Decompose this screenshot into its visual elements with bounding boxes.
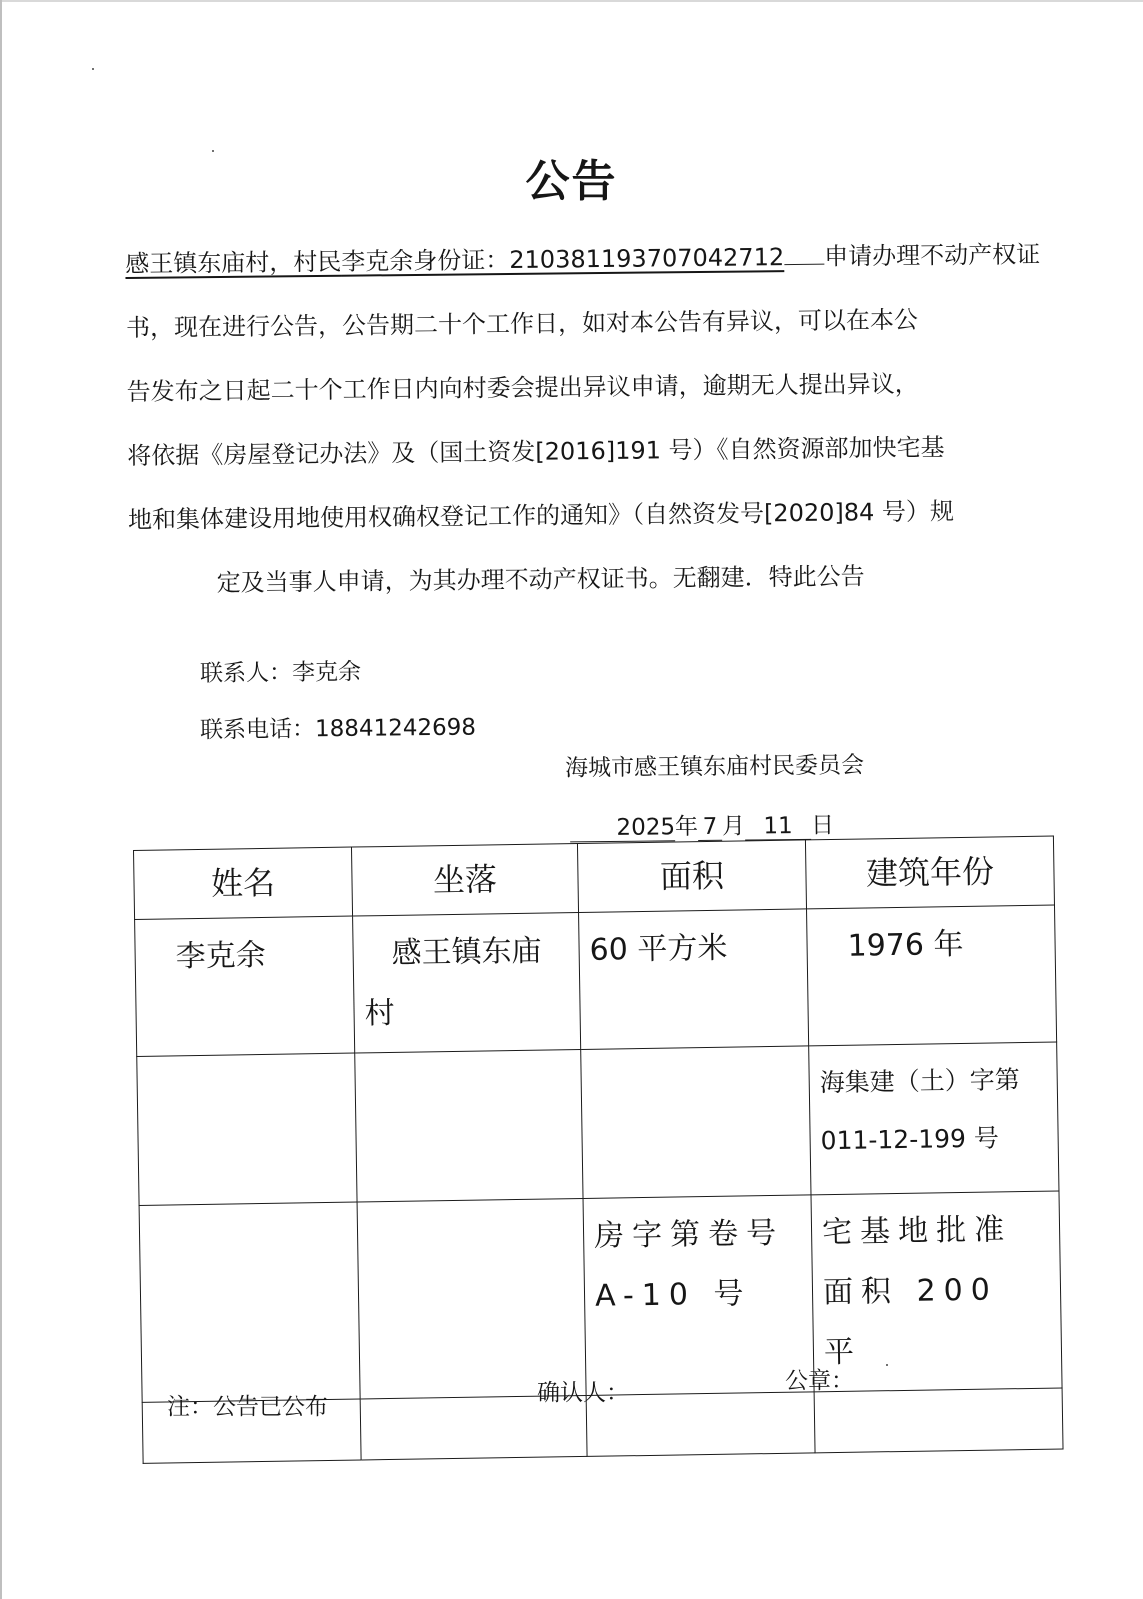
contact-phone: 联系电话：18841242698 [199,714,477,744]
cell-empty [137,1053,357,1205]
cell-volume-number: 房字第卷号A-10 号 [583,1195,814,1396]
property-table [133,836,1064,1464]
body-line-6: 定及当事人申请，为其办理不动产权证书。无翻建．特此公告 [216,562,865,598]
table-row [135,905,1057,1056]
scan-speck [886,1364,888,1366]
cell-area: 60 平方米 [579,909,809,1050]
person-id-field: 李克余身份证：210381193707042712 [341,243,785,276]
contact-person: 联系人：李克余 [199,659,362,687]
table-row [137,1042,1059,1205]
header-build-year: 建筑年份 [805,836,1054,909]
date-year: 2025 [570,814,675,842]
date-month: 7 [698,814,722,841]
scan-edge-top [0,0,1143,2]
issue-date [570,807,834,843]
date-day: 11 [745,813,811,841]
footer-confirm: 确认人： [537,1380,629,1406]
header-name: 姓名 [134,847,353,919]
body-line-1 [125,223,1041,296]
announcement-body [125,223,1041,616]
body-line-5: 地和集体建设用地使用权确权登记工作的通知》（自然资发号[2020]84 号）规 [127,497,955,534]
scan-speck [92,68,94,70]
page-title: 公告 [525,156,618,207]
cell-empty [357,1198,586,1399]
body-line-4: 将依据《房屋登记办法》及（国土资发[2016]191 号）《自然资源部加快宅基 [127,433,945,470]
cell-empty [814,1388,1063,1453]
body-line-2: 书，现在进行公告，公告期二十个工作日，如对本公告有异议，可以在本公 [125,305,919,342]
header-area: 面积 [577,840,806,913]
cell-approved-area: 宅基地批准面积 200 平 [811,1191,1062,1392]
blank-underline [784,242,824,265]
cell-empty [581,1046,811,1199]
date-day-label: 日 [810,812,835,839]
body-line-3: 告发布之日起二十个工作日内向村委会提出异议申请，逾期无人提出异议， [126,369,919,406]
date-month-label: 月 [721,813,746,840]
cell-empty [355,1049,583,1202]
header-location: 坐落 [351,844,578,917]
scan-edge-left [0,0,2,1599]
scan-speck [212,150,214,152]
table-row [139,1191,1062,1402]
cell-empty [139,1202,360,1402]
body-line-1-tail: 申请办理不动产权证 [824,240,1041,271]
issuing-organization: 海城市感王镇东庙村民委员会 [564,752,865,782]
cell-certificate: 海集建（土）字第011-12-199 号 [809,1042,1059,1195]
footer-note: 注：公告已公布 [167,1394,328,1420]
village-field: 感王镇东庙村，村民 [125,247,342,278]
property-table-wrap [133,835,1072,1410]
date-year-label: 年 [674,814,699,841]
cell-build-year: 1976 年 [807,905,1057,1046]
cell-location: 感王镇东庙村 [353,913,581,1054]
cell-name: 李克余 [135,916,355,1056]
footer-seal: 公章： [785,1368,854,1394]
